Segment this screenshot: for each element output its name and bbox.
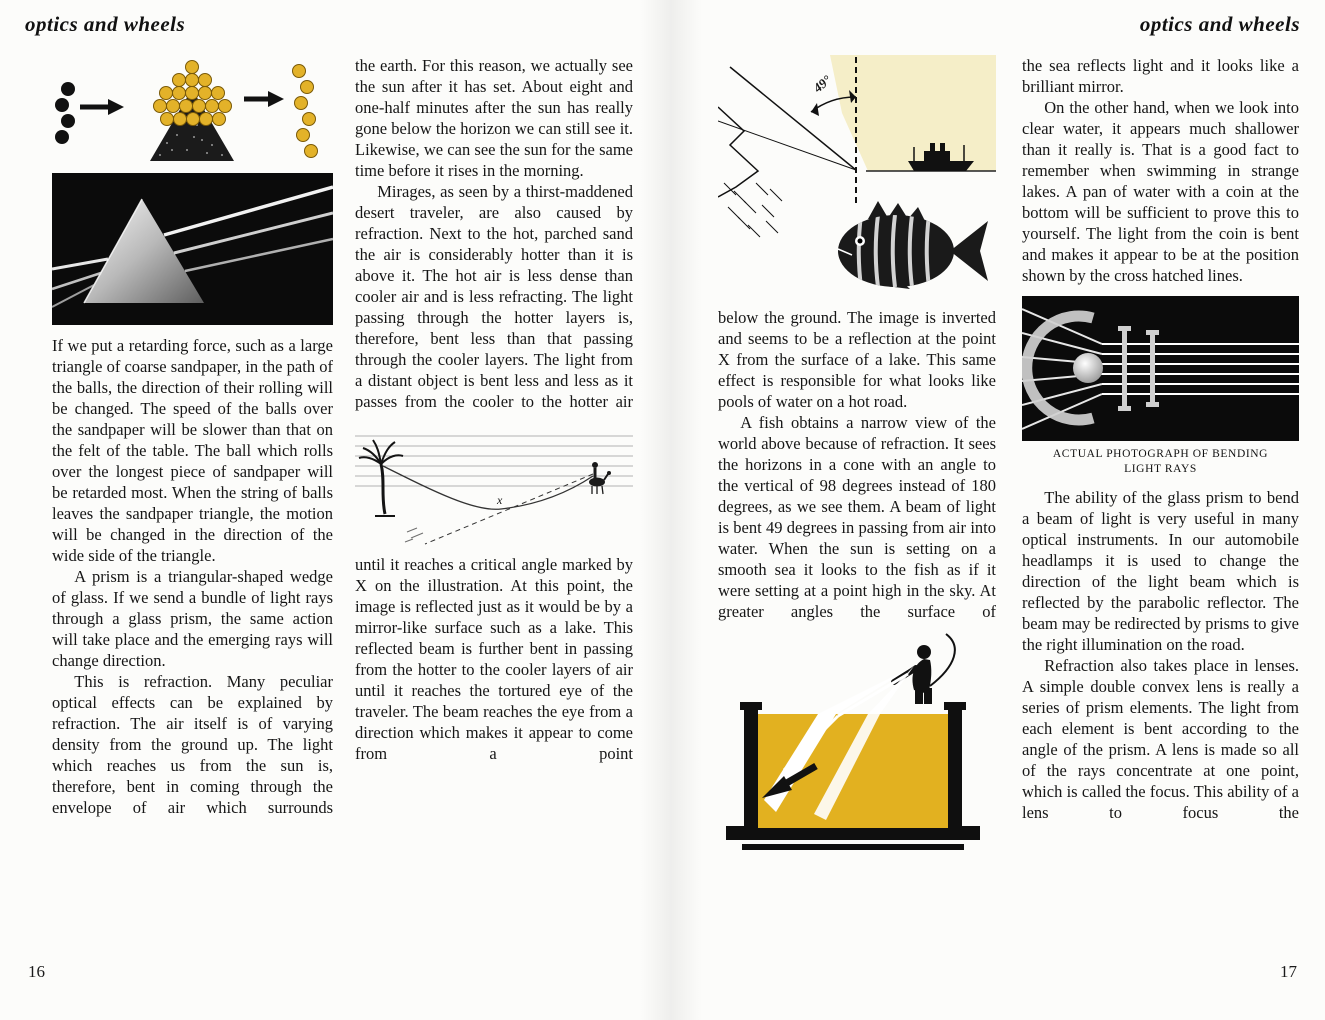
- fishing-rod-line: [930, 634, 955, 686]
- gold-ball-triangle: [154, 61, 232, 126]
- figure-bending-rays-photo: [1022, 296, 1299, 441]
- left-page-column-2: [355, 55, 633, 764]
- body-paragraph: below the ground. The image is inverted and seems to be a reflection at the point X from the surface of a lake. This same effect is responsible for what looks like pools of water on a hot road.: [718, 308, 996, 411]
- air-layer-lines: [355, 436, 633, 486]
- figure-prism-photo: [52, 173, 333, 325]
- sky-wash: [830, 55, 996, 171]
- gold-ball-chain: [293, 65, 318, 158]
- body-paragraph: A fish obtains a narrow view of the world above because of refraction. It sees the horizons in a cone with an angle to the vertical of 98 degrees instead of 180 degrees, as we see them. A beam of light is bent 49 degrees in passing from air into water. When the sun is setting on a smooth sea it looks to the fish as if it were setting at a point high in the sky. At greater angles the surface of: [718, 413, 996, 621]
- running-head-left: optics and wheels: [25, 12, 186, 36]
- body-paragraph: A prism is a triangular-shaped wedge of glass. If we send a bundle of light rays through a glass prism, the same action will take place and the emerging rays will change direction.: [52, 567, 333, 670]
- light-path-curve: [383, 466, 593, 509]
- lens-sphere: [1073, 353, 1103, 383]
- tank-left-wall: [744, 708, 758, 828]
- left-page-column-1: [52, 55, 333, 818]
- figure-fish-refraction: [718, 55, 996, 295]
- body-paragraph: The ability of the glass prism to bend a beam of light is very useful in many optical instruments. In our automobile headlamps it is used to change the direction of the light beam which is reflected by the parabolic reflector. The beam may be redirected by prisms to give the right illumination on the road.: [1022, 488, 1299, 654]
- arrow-right-icon: [80, 99, 124, 115]
- tank-right-wall: [948, 708, 962, 828]
- page-number-right: 17: [1280, 962, 1297, 981]
- apparent-sight-dashed-line: [425, 474, 593, 544]
- arrow-right-icon: [244, 91, 284, 107]
- body-paragraph: the earth. For this reason, we actually see the sun after it has set. About eight and one-half minutes after the sun has really gone below the horizon we can still see it. Likewise, we can see the sun for the same time before it rises in the morning.: [355, 56, 633, 180]
- right-page-column-1: [718, 55, 996, 850]
- body-paragraph: If we put a retarding force, such as a large triangle of coarse sandpaper, in the path of the balls, the direction of their rolling will be changed. The speed of the balls over the sandpaper will be slower than that on the felt of the table. The ball which rolls over the longest piece of sandpaper will be retarded most. When the string of balls leaves the sandpaper triangle, the motion will be changed in the direction of the wide side of the triangle.: [52, 336, 333, 565]
- black-ball-chain: [55, 82, 75, 144]
- shore-hatching: [724, 183, 782, 237]
- figure-caption: ACTUAL PHOTOGRAPH OF BENDING LIGHT RAYS: [1052, 448, 1269, 475]
- tank-wall-cap: [944, 702, 966, 710]
- body-paragraph: the sea reflects light and it looks like a brilliant mirror.: [1022, 56, 1299, 96]
- body-paragraph: Mirages, as seen by a thirst-maddened desert traveler, are also caused by refraction. Next to the hot, parched sand the air is considerably hotter than it is above it. The hot air is less dense than cooler air and is less refracting. The light passing through the hotter layers is, therefore, bent less than that passing through the cooler layers. The light from a distant object is bent less and less as it passes from the cooler to the hotter air: [355, 182, 633, 411]
- book-fold-shadow: [640, 0, 702, 1020]
- figure-spear-fishing-tank: [718, 630, 988, 850]
- body-paragraph: until it reaches a critical angle marked by X on the illustration. At this point, the image is reflected just as it would be by a mirror-like surface such as a lake. This reflected beam is further bent in passing from the hotter to the cooler layers of air until it reaches the tortured eye of the traveler. The beam reaches the eye from a direction which makes it appear to come from a point: [355, 555, 633, 763]
- mirage-reflection-scribble: [405, 528, 423, 542]
- mirage-x-label: x: [497, 493, 503, 507]
- angle-label: 49°: [810, 72, 834, 96]
- body-paragraph: This is refraction. Many peculiar optical effects can be explained by refraction. The air itself is of varying density from the ground up. The light which reaches us from the sun is, therefore, bent in coming through the envelope of air which surrounds: [52, 672, 333, 817]
- page-number-left: 16: [28, 962, 45, 981]
- palm-tree: [359, 440, 403, 516]
- body-paragraph: Refraction also takes place in lenses. A simple double convex lens is really a series of prism elements. The light from each element is bent according to the angle of the prism. A lens is made so all of the rays concentrate at one point, which is called the focus. This ability of a lens to focus the: [1022, 656, 1299, 822]
- tank-wall-cap: [740, 702, 762, 710]
- figure-mirage-diagram: [355, 420, 633, 546]
- figure-balls-sandpaper: [52, 55, 333, 167]
- fish: [838, 201, 988, 289]
- horizon-ray-line: [718, 121, 856, 170]
- arc-arrowhead: [811, 103, 819, 116]
- right-page-column-2: [1022, 55, 1299, 823]
- camel-rider: [589, 462, 611, 494]
- running-head-right: optics and wheels: [1139, 12, 1300, 36]
- body-paragraph: On the other hand, when we look into clear water, it appears much shallower than it really is. That is a good fact to remember when swimming in strange lakes. A pan of water with a coin at the bottom will be sufficient to prove this to yourself. The light from the coin is bent and makes it appear to be at the position shown by the cross hatched lines.: [1022, 98, 1299, 285]
- tank-pedestal: [726, 826, 980, 840]
- table-edge: [742, 844, 964, 850]
